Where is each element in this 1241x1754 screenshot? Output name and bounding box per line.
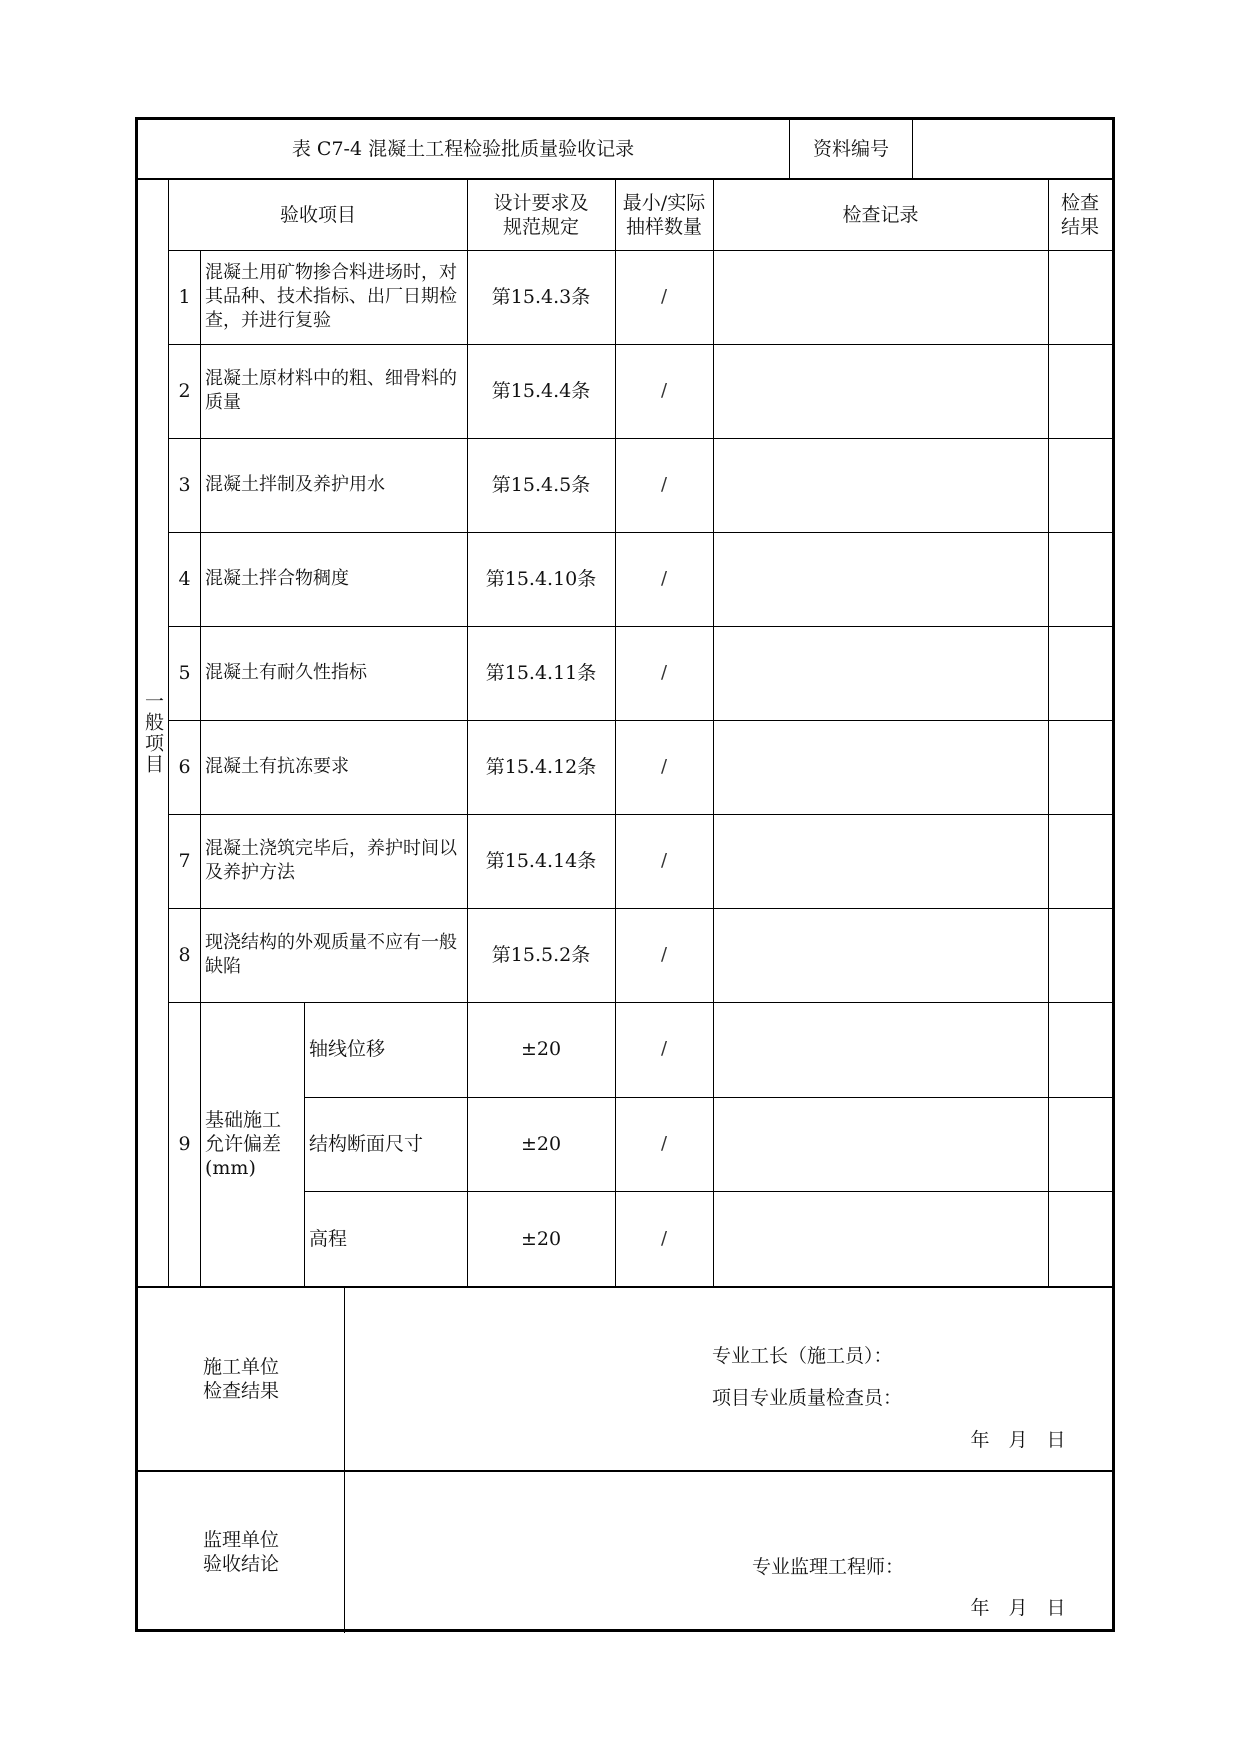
item-record-field[interactable] <box>714 908 1048 1002</box>
form-title: 表 C7-4 混凝土工程检验批质量验收记录 <box>291 138 635 160</box>
item-spec: 第15.4.4条 <box>491 380 591 402</box>
subitem-name: 轴线位移 <box>309 1038 386 1061</box>
item-no: 8 <box>178 944 191 966</box>
item-result-field[interactable] <box>1049 626 1112 720</box>
item-result-field[interactable] <box>1049 814 1112 908</box>
col-header-record: 检查记录 <box>842 204 919 226</box>
item-name: 混凝土用矿物掺合料进场时，对其品种、技术指标、出厂日期检查，并进行复验 <box>205 262 457 331</box>
item-spec: 第15.4.11条 <box>485 662 597 684</box>
subitem-name: 结构断面尺寸 <box>309 1133 424 1156</box>
col-header-qty <box>615 180 713 250</box>
supervision-label-line1: 监理单位 <box>202 1529 279 1551</box>
item-name: 混凝土浇筑完毕后，养护时间以及养护方法 <box>205 838 457 883</box>
item-record-field[interactable] <box>714 814 1048 908</box>
subitem-sample-qty: / <box>660 1227 668 1249</box>
item-no: 5 <box>178 662 191 684</box>
col-header-spec <box>467 180 615 250</box>
subitem-result-field[interactable] <box>1049 1002 1112 1097</box>
subitem-sample-qty: / <box>660 1038 668 1060</box>
category-label: 一般项目 <box>142 691 164 775</box>
item-sample-qty: / <box>660 568 668 589</box>
col-header-spec-line2: 规范规定 <box>502 216 579 238</box>
item-record-field[interactable] <box>714 438 1048 532</box>
subitem-record-field[interactable] <box>714 1191 1048 1286</box>
col-header-result <box>1048 180 1112 250</box>
inspection-record-form <box>135 117 1115 1632</box>
item-no: 7 <box>178 850 191 872</box>
item-name: 混凝土有耐久性指标 <box>205 662 367 683</box>
item-sample-qty: / <box>660 850 668 871</box>
subitem-sample-qty: / <box>660 1133 668 1155</box>
quality-inspector-label: 项目专业质量检查员： <box>712 1387 903 1409</box>
construction-unit-label <box>138 1287 344 1470</box>
item-9-group <box>201 1002 303 1286</box>
supervising-engineer-label: 专业监理工程师： <box>752 1556 905 1578</box>
item-record-field[interactable] <box>714 250 1048 344</box>
item-sample-qty: / <box>660 756 668 777</box>
item-9-group-line3: (mm) <box>205 1157 256 1179</box>
item-result-field[interactable] <box>1049 344 1112 438</box>
item-sample-qty: / <box>660 944 668 965</box>
item-name: 混凝土拌制及养护用水 <box>205 474 385 495</box>
subitem-result-field[interactable] <box>1049 1097 1112 1192</box>
construction-date: 年 月 日 <box>970 1429 1066 1451</box>
form-header <box>138 120 1112 180</box>
construction-label-line2: 检查结果 <box>202 1379 279 1402</box>
subitem-name: 高程 <box>309 1227 348 1250</box>
item-result-field[interactable] <box>1049 908 1112 1002</box>
col-header-result-line1: 检查 <box>1060 192 1099 214</box>
col-header-item: 验收项目 <box>279 204 356 226</box>
item-name: 混凝土原材料中的粗、细骨料的质量 <box>205 368 457 413</box>
item-sample-qty: / <box>660 474 668 495</box>
doc-no-field[interactable] <box>913 120 1112 178</box>
subitem-record-field[interactable] <box>714 1002 1048 1097</box>
item-no: 6 <box>178 756 191 778</box>
item-no: 1 <box>178 286 191 308</box>
col-header-spec-line1: 设计要求及 <box>493 192 589 214</box>
subitem-spec: ±20 <box>520 1038 562 1061</box>
item-spec: 第15.5.2条 <box>491 944 591 966</box>
doc-no-label: 资料编号 <box>812 138 889 160</box>
item-record-field[interactable] <box>714 344 1048 438</box>
item-result-field[interactable] <box>1049 250 1112 344</box>
item-record-field[interactable] <box>714 720 1048 814</box>
subitem-spec: ±20 <box>520 1227 562 1250</box>
item-9-no: 9 <box>178 1133 191 1155</box>
item-9-group-line2: 允许偏差 <box>205 1133 282 1155</box>
item-sample-qty: / <box>660 286 668 307</box>
item-spec: 第15.4.12条 <box>485 756 597 778</box>
item-name: 混凝土拌合物稠度 <box>205 568 349 589</box>
supervision-unit-label <box>138 1471 344 1633</box>
item-name: 混凝土有抗冻要求 <box>205 756 349 777</box>
supervision-date: 年 月 日 <box>970 1597 1066 1619</box>
item-result-field[interactable] <box>1049 532 1112 626</box>
item-result-field[interactable] <box>1049 438 1112 532</box>
item-spec: 第15.4.14条 <box>485 850 597 872</box>
construction-label-line1: 施工单位 <box>202 1355 279 1378</box>
supervision-label-line2: 验收结论 <box>202 1553 279 1575</box>
subitem-spec: ±20 <box>520 1133 562 1156</box>
item-spec: 第15.4.3条 <box>491 286 591 308</box>
col-header-qty-line2: 抽样数量 <box>625 216 702 238</box>
item-name: 现浇结构的外观质量不应有一般缺陷 <box>205 932 457 977</box>
subitem-result-field[interactable] <box>1049 1191 1112 1286</box>
col-header-result-line2: 结果 <box>1060 216 1099 238</box>
item-sample-qty: / <box>660 380 668 401</box>
item-no: 4 <box>178 568 191 590</box>
item-result-field[interactable] <box>1049 720 1112 814</box>
col-header-qty-line1: 最小/实际 <box>622 192 706 214</box>
foreman-signature-label: 专业工长（施工员）： <box>712 1345 893 1367</box>
item-spec: 第15.4.5条 <box>491 474 591 496</box>
item-9-group-line1: 基础施工 <box>205 1109 282 1131</box>
item-no: 2 <box>178 380 191 402</box>
item-spec: 第15.4.10条 <box>485 568 597 590</box>
item-no: 3 <box>178 474 191 496</box>
item-record-field[interactable] <box>714 626 1048 720</box>
item-sample-qty: / <box>660 662 668 683</box>
subitem-record-field[interactable] <box>714 1097 1048 1192</box>
item-record-field[interactable] <box>714 532 1048 626</box>
